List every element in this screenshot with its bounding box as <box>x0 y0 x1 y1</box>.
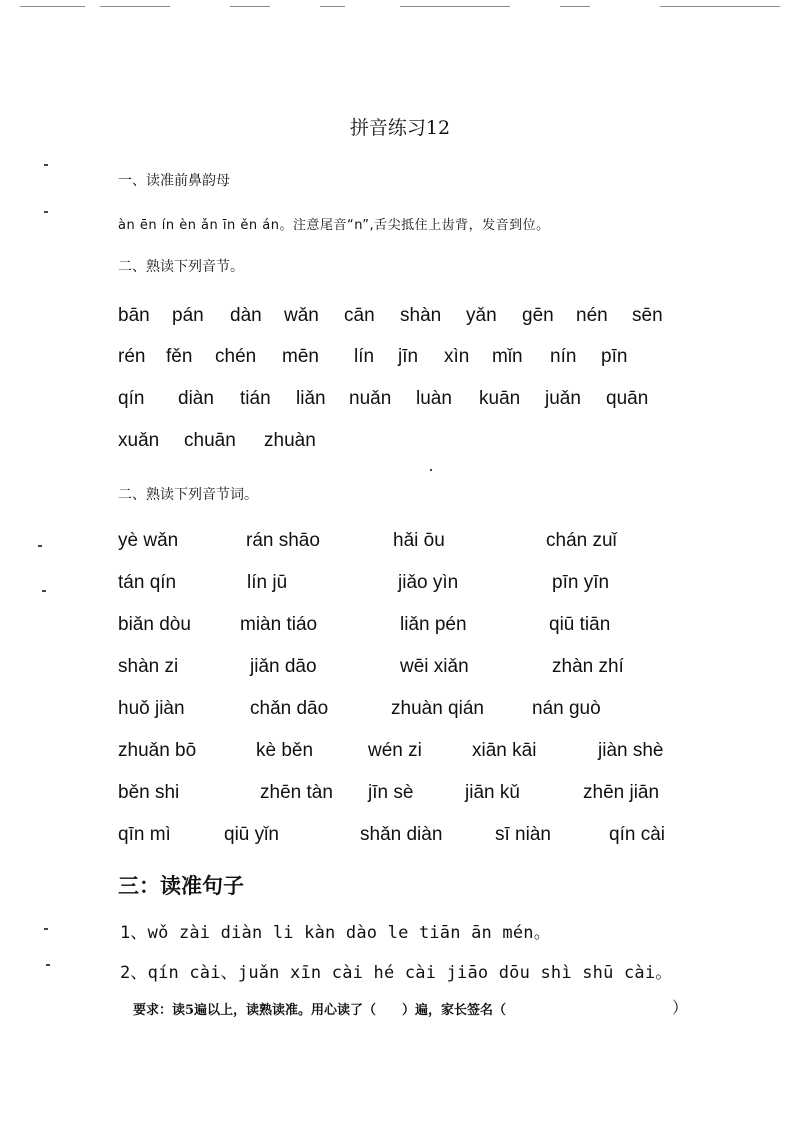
syllable: xìn <box>444 346 470 367</box>
syllable: liǎn <box>296 388 326 409</box>
syllable: kuān <box>479 388 521 409</box>
word: shàn zi <box>118 656 179 677</box>
word: huǒ jiàn <box>118 698 185 719</box>
syllable: nén <box>576 305 608 326</box>
syllable: nín <box>550 346 577 367</box>
word: zhuàn qián <box>391 698 484 719</box>
word: chǎn dāo <box>250 698 329 719</box>
syllable: rén <box>118 346 146 367</box>
scan-speck <box>44 164 48 166</box>
sentence-1: 1、wǒ zài diàn li kàn dào le tiān ān mén。 <box>120 923 551 943</box>
scan-artifact-line <box>230 6 270 7</box>
syllable: diàn <box>178 388 214 409</box>
syllable: qín <box>118 388 145 409</box>
syllable: fěn <box>166 346 193 367</box>
syllable: pán <box>172 305 204 326</box>
word: lín jū <box>247 572 288 593</box>
scan-artifact-line <box>320 6 345 7</box>
scan-artifact-line <box>400 6 510 7</box>
syllable: bān <box>118 305 150 326</box>
word: chán zuǐ <box>546 530 617 551</box>
syllable: pīn <box>601 346 628 367</box>
word: jiān kǔ <box>465 782 520 803</box>
syllable: jīn <box>398 346 419 367</box>
syllable: cān <box>344 305 375 326</box>
syllable: yǎn <box>466 305 497 326</box>
syllable: luàn <box>416 388 452 409</box>
word: qiū yǐn <box>224 824 279 845</box>
word: rán shāo <box>246 530 320 551</box>
word: jiǎo yìn <box>398 572 459 593</box>
word: yè wǎn <box>118 530 179 551</box>
requirement-note: 要求：读5遍以上，读熟读准。用心读了（ ）遍，家长签名（ <box>133 1003 507 1018</box>
finals-line: àn ēn ín èn ǎn īn ěn án。注意尾音“n”,舌尖抵住上齿背，发音到位。 <box>118 218 550 233</box>
syllable: lín <box>354 346 375 367</box>
section2b-heading: 二、熟读下列音节词。 <box>118 487 258 503</box>
syllable: mēn <box>282 346 319 367</box>
word: kè běn <box>256 740 314 761</box>
word: wēi xiǎn <box>400 656 469 677</box>
syllable: xuǎn <box>118 430 160 451</box>
syllable: dàn <box>230 305 262 326</box>
page-title: 拼音练习12 <box>349 117 451 139</box>
scan-speck <box>430 469 432 471</box>
scan-speck <box>38 545 42 547</box>
scan-artifact-line <box>20 6 85 7</box>
word: zhuǎn bō <box>118 740 197 761</box>
word: shǎn diàn <box>360 824 443 845</box>
word: pīn yīn <box>552 572 610 593</box>
syllable: chén <box>215 346 257 367</box>
word: zhàn zhí <box>552 656 624 677</box>
syllable: shàn <box>400 305 442 326</box>
syllable: mǐn <box>492 346 523 367</box>
word: biǎn dòu <box>118 614 191 635</box>
syllable: quān <box>606 388 649 409</box>
section2-heading: 二、熟读下列音节。 <box>118 259 244 275</box>
word: zhēn tàn <box>260 782 333 803</box>
scan-speck <box>44 211 48 213</box>
scan-speck <box>42 590 46 592</box>
sentence-2: 2、qín cài、juǎn xīn cài hé cài jiāo dōu shì shū cài。 <box>120 963 673 983</box>
syllable: zhuàn <box>264 430 316 451</box>
word: tán qín <box>118 572 177 593</box>
word: jiàn shè <box>598 740 664 761</box>
word: qiū tiān <box>549 614 611 635</box>
signature-closing-paren: ） <box>672 998 689 1017</box>
section1-heading: 一、读准前鼻韵母 <box>118 173 230 189</box>
syllable: nuǎn <box>349 388 392 409</box>
scan-artifact-line <box>100 6 170 7</box>
section3-heading: 三：读准句子 <box>118 873 244 898</box>
word: zhēn jiān <box>583 782 660 803</box>
scan-speck <box>44 928 48 930</box>
word: sī niàn <box>495 824 551 845</box>
word: wén zi <box>368 740 422 761</box>
syllable: chuān <box>184 430 236 451</box>
scan-artifact-line <box>660 6 780 7</box>
word: nán guò <box>532 698 601 719</box>
syllable: juǎn <box>545 388 581 409</box>
word: hǎi ōu <box>393 530 445 551</box>
word: jiǎn dāo <box>250 656 317 677</box>
word: jīn sè <box>368 782 414 803</box>
word: qīn mì <box>118 824 171 845</box>
word: qín cài <box>609 824 665 845</box>
word: liǎn pén <box>400 614 467 635</box>
scan-speck <box>46 964 50 966</box>
syllable: wǎn <box>284 305 319 326</box>
syllable: sēn <box>632 305 663 326</box>
word: běn shi <box>118 782 180 803</box>
word: miàn tiáo <box>240 614 318 635</box>
syllable: gēn <box>522 305 554 326</box>
scan-artifact-line <box>560 6 590 7</box>
word: xiān kāi <box>472 740 537 761</box>
syllable: tián <box>240 388 271 409</box>
